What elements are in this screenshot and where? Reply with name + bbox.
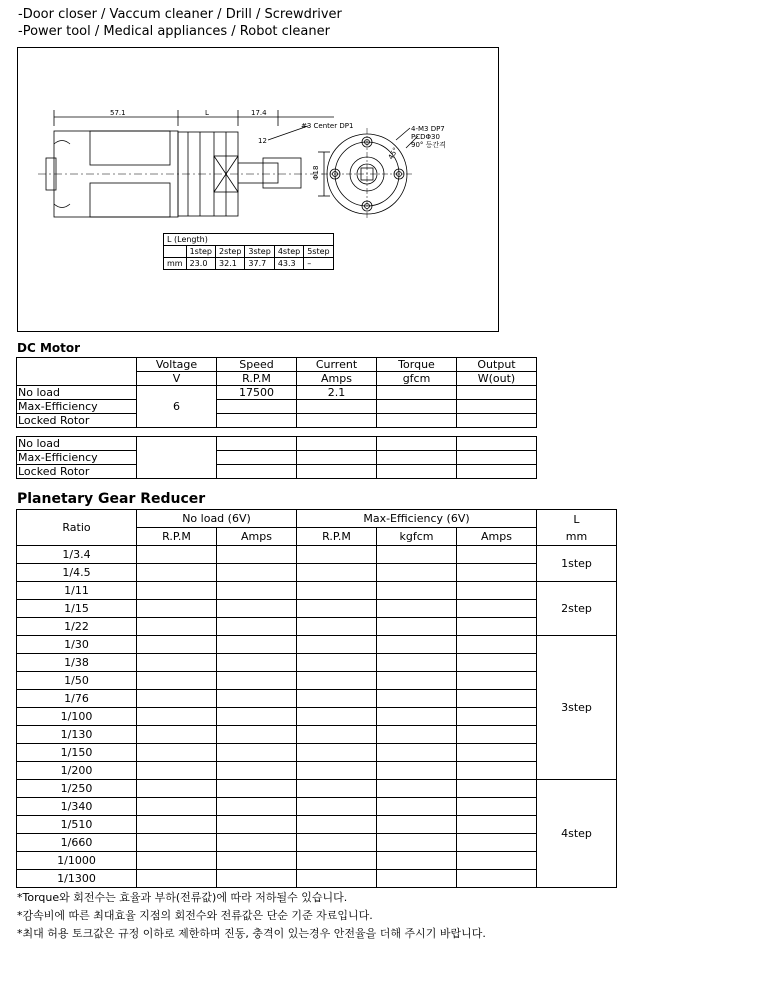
length-value: 23.0 — [186, 258, 215, 270]
value-cell — [297, 546, 377, 564]
ratio-cell: 1/100 — [17, 708, 137, 726]
value-cell — [217, 852, 297, 870]
value-cell — [137, 582, 217, 600]
value-cell — [297, 834, 377, 852]
value-cell — [457, 708, 537, 726]
length-step: 2step — [216, 246, 245, 258]
table-row — [17, 762, 617, 780]
value-cell — [297, 744, 377, 762]
value-cell — [457, 726, 537, 744]
value-cell — [377, 744, 457, 762]
value-cell — [137, 870, 217, 888]
row-label: No load — [17, 437, 137, 451]
table-row — [17, 600, 617, 618]
value-cell — [217, 654, 297, 672]
value-cell — [457, 582, 537, 600]
value-cell — [297, 564, 377, 582]
value-cell — [297, 672, 377, 690]
table-row — [17, 870, 617, 888]
applications-line-2: -Power tool / Medical appliances / Robot cleaner — [18, 24, 330, 39]
value-cell — [377, 654, 457, 672]
table-row — [17, 780, 617, 798]
value-cell — [217, 618, 297, 636]
length-step: 5step — [304, 246, 333, 258]
value-cell — [297, 582, 377, 600]
value-cell — [457, 636, 537, 654]
length-table — [163, 233, 334, 270]
ratio-cell: 1/340 — [17, 798, 137, 816]
sub-header: kgfcm — [377, 528, 457, 546]
sub-header: R.P.M — [297, 528, 377, 546]
gear-reducer-title: Planetary Gear Reducer — [17, 491, 206, 507]
value-cell — [377, 618, 457, 636]
voltage-value: 6 — [137, 386, 217, 428]
header-output-unit: W(out) — [457, 372, 537, 386]
value-cell — [457, 762, 537, 780]
value-cell — [217, 762, 297, 780]
value-cell — [457, 564, 537, 582]
value-cell — [377, 762, 457, 780]
max-eff-header: Max-Efficiency (6V) — [297, 510, 537, 528]
value-cell — [137, 798, 217, 816]
output-shaft — [238, 163, 278, 183]
ratio-cell: 1/3.4 — [17, 546, 137, 564]
row-label: No load — [17, 386, 137, 400]
dim-diameter: Φ18 — [312, 165, 320, 180]
note-line: *Torque와 회전수는 효율과 부하(전류값)에 따라 저하될수 있습니다. — [17, 891, 348, 904]
value-cell — [217, 636, 297, 654]
dc-motor-table-2 — [16, 436, 537, 479]
note-line: *감속비에 따른 최대효율 지점의 회전수와 전류값은 단순 기준 자료입니다. — [17, 909, 373, 922]
header-voltage-unit: V — [137, 372, 217, 386]
ratio-cell: 1/22 — [17, 618, 137, 636]
value-cell — [297, 618, 377, 636]
value-cell — [137, 672, 217, 690]
ratio-cell: 1/15 — [17, 600, 137, 618]
value-cell — [137, 780, 217, 798]
value-cell — [457, 798, 537, 816]
row-label: Locked Rotor — [17, 414, 137, 428]
value-cell — [137, 600, 217, 618]
value-cell — [217, 744, 297, 762]
dc-motor-table — [16, 357, 537, 428]
value-cell — [137, 816, 217, 834]
value-cell — [377, 546, 457, 564]
step-cell: 3step — [537, 636, 617, 780]
value-cell — [457, 654, 537, 672]
value-cell — [297, 798, 377, 816]
dim-shaft-length: 17.4 — [251, 109, 267, 117]
table-row — [17, 834, 617, 852]
table-row — [17, 690, 617, 708]
dim-gear-length: L — [205, 109, 209, 117]
length-step: 3step — [245, 246, 274, 258]
header-current: Current — [297, 358, 377, 372]
value-cell — [297, 600, 377, 618]
applications-line-1: -Door closer / Vaccum cleaner / Drill / Screwdriver — [18, 7, 342, 22]
value-cell — [217, 546, 297, 564]
length-value: 32.1 — [216, 258, 245, 270]
ratio-cell: 1/4.5 — [17, 564, 137, 582]
header-speed-unit: R.P.M — [217, 372, 297, 386]
value-cell — [217, 816, 297, 834]
value-cell — [297, 690, 377, 708]
value-cell — [457, 816, 537, 834]
value-cell — [377, 564, 457, 582]
value-cell — [297, 726, 377, 744]
ratio-cell: 1/30 — [17, 636, 137, 654]
l-header-unit: mm — [565, 529, 588, 543]
value-cell — [457, 672, 537, 690]
step-cell: 1step — [537, 546, 617, 582]
value-cell — [377, 852, 457, 870]
value-cell — [137, 690, 217, 708]
table-row — [17, 672, 617, 690]
ratio-cell: 1/250 — [17, 780, 137, 798]
value-cell — [137, 654, 217, 672]
l-header — [537, 510, 617, 546]
table-row — [17, 654, 617, 672]
row-label: Max-Efficiency — [17, 400, 137, 414]
ratio-cell: 1/660 — [17, 834, 137, 852]
length-table-title: L (Length) — [164, 234, 334, 246]
value-cell — [217, 690, 297, 708]
value-cell — [217, 834, 297, 852]
dim-motor-length: 57.1 — [110, 109, 126, 117]
note-holes-3: 90° 등간격 — [411, 141, 446, 149]
ratio-cell: 1/1000 — [17, 852, 137, 870]
value-cell — [297, 708, 377, 726]
value-cell — [217, 600, 297, 618]
value-cell — [457, 600, 537, 618]
value-cell — [137, 726, 217, 744]
length-value: 37.7 — [245, 258, 274, 270]
value-cell — [137, 744, 217, 762]
value-cell — [377, 834, 457, 852]
length-value: 43.3 — [274, 258, 303, 270]
header-torque: Torque — [377, 358, 457, 372]
no-load-speed: 17500 — [217, 386, 297, 400]
value-cell — [457, 618, 537, 636]
value-cell — [457, 852, 537, 870]
step-cell: 2step — [537, 582, 617, 636]
ratio-cell: 1/510 — [17, 816, 137, 834]
value-cell — [297, 636, 377, 654]
table-row — [17, 636, 617, 654]
value-cell — [297, 780, 377, 798]
value-cell — [457, 870, 537, 888]
l-header-label: L — [573, 512, 580, 526]
table-row — [17, 852, 617, 870]
note-holes-1: 4-M3 DP7 — [411, 125, 445, 133]
value-cell — [377, 780, 457, 798]
value-cell — [377, 870, 457, 888]
no-load-current: 2.1 — [297, 386, 377, 400]
note-line: *최대 허용 토크값은 규정 이하로 제한하며 진동, 충격이 있는경우 안전율을 더해 주시기 바랍니다. — [17, 927, 486, 940]
value-cell — [457, 780, 537, 798]
value-cell — [457, 834, 537, 852]
step-cell: 4step — [537, 780, 617, 888]
length-step: 4step — [274, 246, 303, 258]
value-cell — [297, 852, 377, 870]
table-row — [17, 618, 617, 636]
sub-header: R.P.M — [137, 528, 217, 546]
ratio-cell: 1/130 — [17, 726, 137, 744]
length-unit: mm — [164, 258, 187, 270]
value-cell — [457, 744, 537, 762]
technical-drawing — [17, 47, 499, 332]
value-cell — [297, 816, 377, 834]
table-row — [17, 546, 617, 564]
value-cell — [377, 582, 457, 600]
value-cell — [297, 654, 377, 672]
ratio-cell: 1/11 — [17, 582, 137, 600]
value-cell — [377, 636, 457, 654]
value-cell — [137, 618, 217, 636]
header-torque-unit: gfcm — [377, 372, 457, 386]
value-cell — [217, 780, 297, 798]
value-cell — [297, 762, 377, 780]
ratio-header: Ratio — [17, 510, 137, 546]
value-cell — [457, 546, 537, 564]
value-cell — [137, 564, 217, 582]
value-cell — [377, 798, 457, 816]
table-row — [17, 564, 617, 582]
value-cell — [217, 582, 297, 600]
value-cell — [137, 834, 217, 852]
length-value: – — [304, 258, 333, 270]
value-cell — [217, 726, 297, 744]
motor-drawing-svg — [18, 48, 498, 331]
table-row — [17, 582, 617, 600]
dim-angle: 45° — [386, 146, 400, 161]
length-step: 1step — [186, 246, 215, 258]
value-cell — [377, 726, 457, 744]
ratio-cell: 1/200 — [17, 762, 137, 780]
value-cell — [217, 870, 297, 888]
sub-header: Amps — [217, 528, 297, 546]
value-cell — [137, 708, 217, 726]
ratio-cell: 1/50 — [17, 672, 137, 690]
value-cell — [377, 816, 457, 834]
header-speed: Speed — [217, 358, 297, 372]
dc-motor-title: DC Motor — [17, 341, 81, 355]
ratio-cell: 1/38 — [17, 654, 137, 672]
value-cell — [137, 636, 217, 654]
value-cell — [377, 600, 457, 618]
note-center: #3 Center DP1 — [301, 122, 354, 130]
value-cell — [137, 762, 217, 780]
row-label: Max-Efficiency — [17, 451, 137, 465]
value-cell — [137, 852, 217, 870]
sub-header: Amps — [457, 528, 537, 546]
ratio-cell: 1/150 — [17, 744, 137, 762]
value-cell — [377, 690, 457, 708]
dim-flat: 12 — [258, 137, 267, 145]
header-current-unit: Amps — [297, 372, 377, 386]
row-label: Locked Rotor — [17, 465, 137, 479]
table-row — [17, 726, 617, 744]
value-cell — [457, 690, 537, 708]
table-row — [17, 708, 617, 726]
ratio-cell: 1/1300 — [17, 870, 137, 888]
notes — [17, 889, 486, 943]
no-load-header: No load (6V) — [137, 510, 297, 528]
header-output: Output — [457, 358, 537, 372]
value-cell — [217, 708, 297, 726]
ratio-cell: 1/76 — [17, 690, 137, 708]
gear-reducer-table — [16, 509, 617, 888]
value-cell — [377, 672, 457, 690]
header-voltage: Voltage — [137, 358, 217, 372]
table-row — [17, 798, 617, 816]
value-cell — [137, 546, 217, 564]
value-cell — [217, 672, 297, 690]
value-cell — [217, 564, 297, 582]
table-row — [17, 744, 617, 762]
note-holes-2: PCDΦ30 — [411, 133, 440, 141]
value-cell — [217, 798, 297, 816]
table-row — [17, 816, 617, 834]
value-cell — [297, 870, 377, 888]
value-cell — [377, 708, 457, 726]
